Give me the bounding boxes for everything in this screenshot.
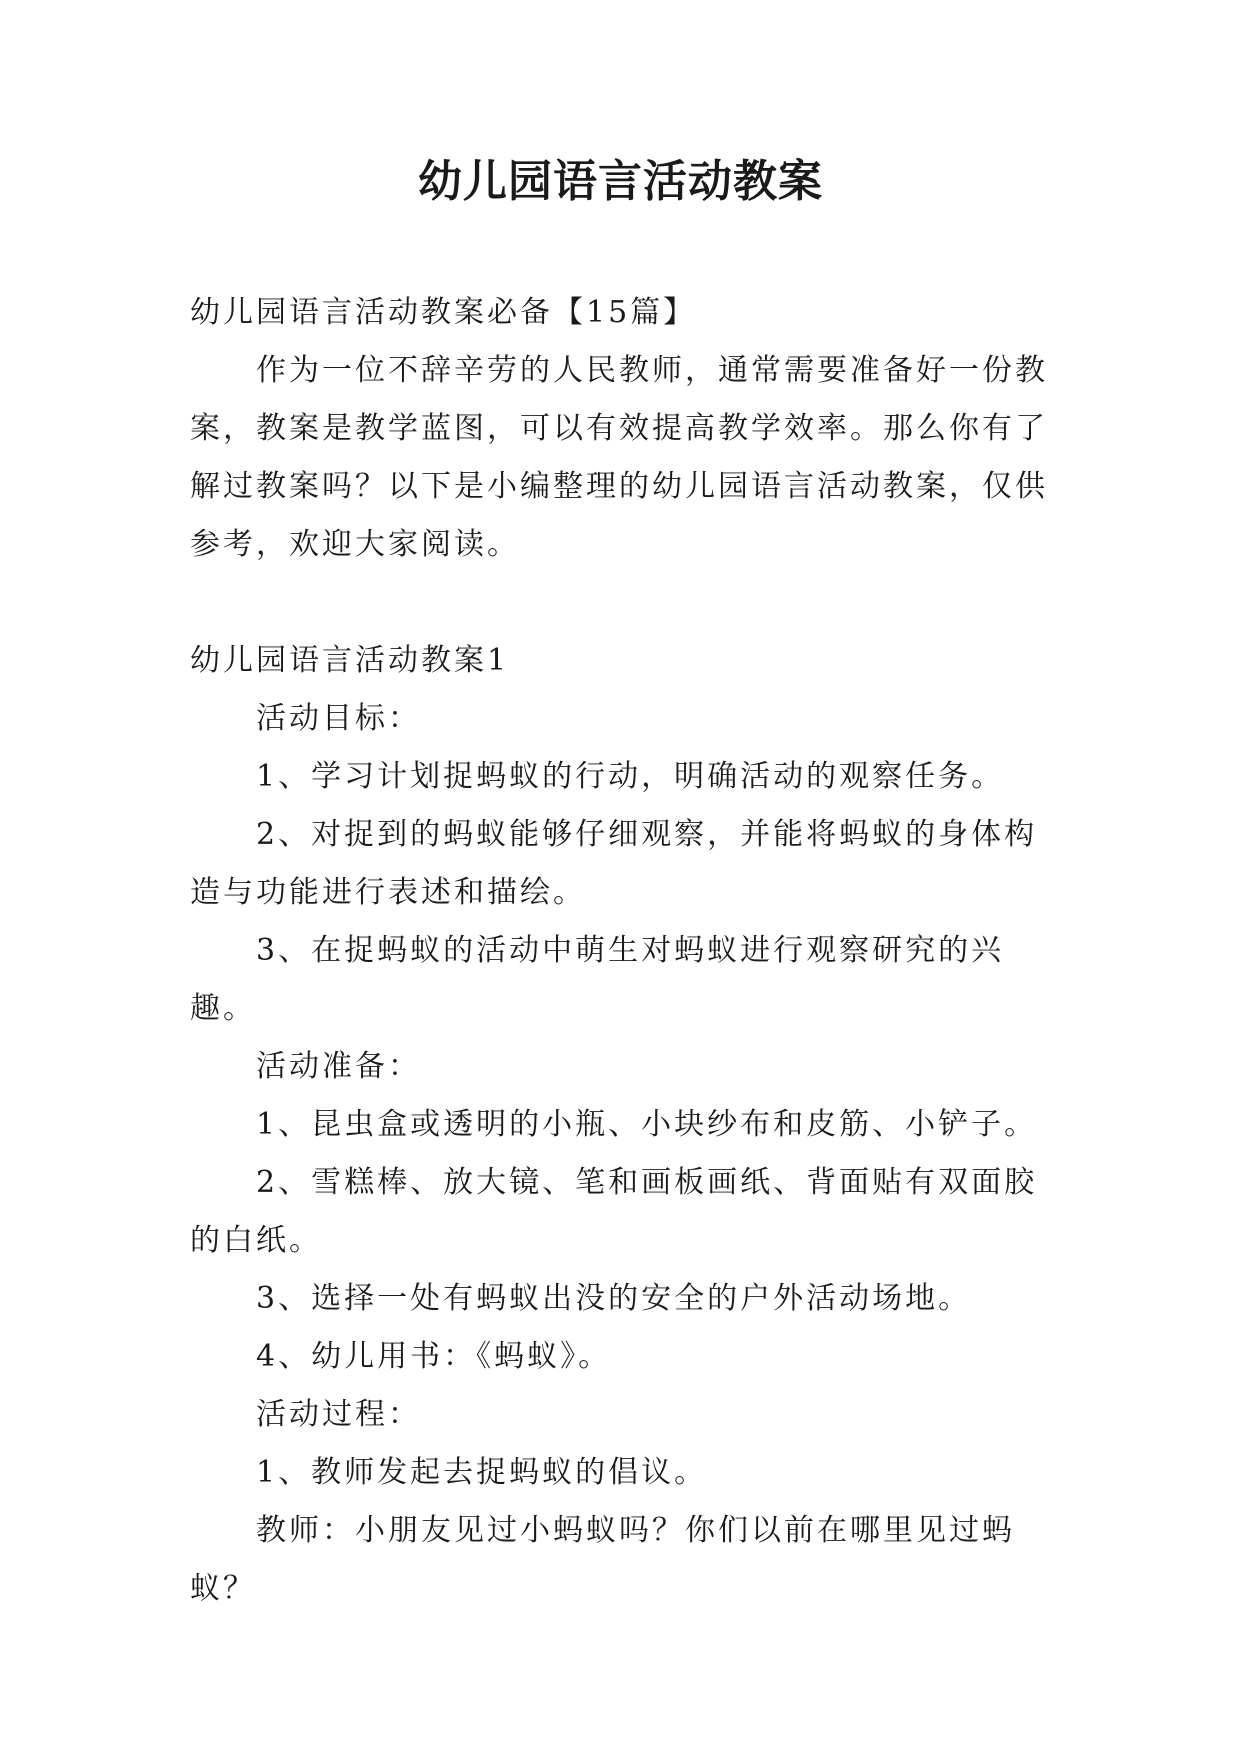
- goal-item-1: 1、学习计划捉蚂蚁的行动，明确活动的观察任务。: [256, 759, 1005, 794]
- preparation-item-2: 2、雪糕棒、放大镜、笔和画板画纸、背面贴有双面胶的白纸。: [190, 1165, 1038, 1258]
- section-title: 幼儿园语言活动教案1: [190, 643, 510, 678]
- intro-paragraph: 作为一位不辞辛劳的人民教师，通常需要准备好一份教案，教案是教学蓝图，可以有效提高教学效率。那么你有了解过教案吗？以下是小编整理的幼儿园语言活动教案，仅供参考，欢迎大家阅读。: [190, 353, 1048, 562]
- preparation-item-3: 3、选择一处有蚂蚁出没的安全的户外活动场地。: [256, 1281, 972, 1316]
- goal-item-3: 3、在捉蚂蚁的活动中萌生对蚂蚁进行观察研究的兴趣。: [190, 933, 1005, 1026]
- preparation-item-4: 4、幼儿用书：《蚂蚁》。: [256, 1339, 612, 1374]
- heading-activity-goals: 活动目标：: [256, 701, 421, 736]
- document-body: [190, 284, 1056, 1618]
- preparation-item-1: 1、昆虫盒或透明的小瓶、小块纱布和皮筋、小铲子。: [256, 1107, 1038, 1142]
- page-title: 幼儿园语言活动教案: [418, 156, 823, 207]
- heading-activity-process: 活动过程：: [256, 1397, 421, 1432]
- paragraph-spacer: [190, 574, 1056, 632]
- teacher-dialogue: 教师：小朋友见过小蚂蚁吗？你们以前在哪里见过蚂蚁？: [190, 1513, 1015, 1606]
- heading-activity-preparation: 活动准备：: [256, 1049, 421, 1084]
- process-item-1: 1、教师发起去捉蚂蚁的倡议。: [256, 1455, 708, 1490]
- document-subtitle: 幼儿园语言活动教案必备【15篇】: [190, 295, 697, 330]
- goal-item-2: 2、对捉到的蚂蚁能够仔细观察，并能将蚂蚁的身体构造与功能进行表述和描绘。: [190, 817, 1038, 910]
